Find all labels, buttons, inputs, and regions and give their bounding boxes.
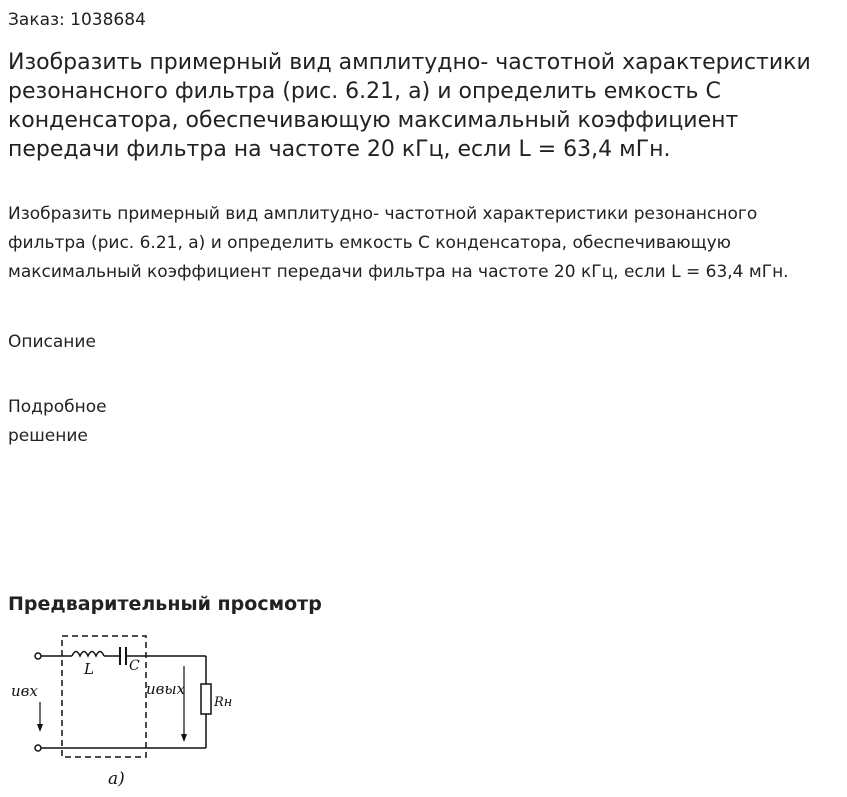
input-bottom-terminal xyxy=(35,745,41,751)
input-voltage-label: uвх xyxy=(11,682,38,700)
circuit-diagram xyxy=(8,630,248,794)
input-top-terminal xyxy=(35,653,41,659)
detailed-solution-label: Подробное решение xyxy=(8,397,107,446)
figure-caption: а) xyxy=(108,769,125,789)
task-description: Изобразить примерный вид амплитудно- частотной характеристики резонансного фильтра (рис. 6.21, а) и определить емкость С конденсатора, обеспечивающую максимальный коэффициент передачи фильтра на частоте 20 кГц, если L = 63,4 мГн. xyxy=(8,204,789,282)
load-resistor-label: Rн xyxy=(214,695,233,710)
load-resistor xyxy=(201,684,211,714)
filter-dashed-box xyxy=(62,636,146,757)
task-title: Изобразить примерный вид амплитудно- частотной характеристики резонансного фильтра (рис. 6.21, а) и определить емкость С конденсатора, обеспечивающую максимальный коэффициент передачи фильтра на частоте 20 кГц, если L = 63,4 мГн. xyxy=(8,50,811,162)
output-voltage-arrowhead xyxy=(181,734,187,742)
output-voltage-label: uвых xyxy=(146,680,186,698)
description-label: Описание xyxy=(8,332,96,352)
inductor-label: L xyxy=(84,660,94,678)
preview-title: Предварительный просмотр xyxy=(8,593,322,615)
preview-image-circuit-diagram xyxy=(8,630,248,794)
input-voltage-arrowhead xyxy=(37,724,43,732)
inductor-coil xyxy=(72,652,104,657)
order-number: Заказ: 1038684 xyxy=(8,10,146,30)
capacitor-label: C xyxy=(129,658,140,674)
